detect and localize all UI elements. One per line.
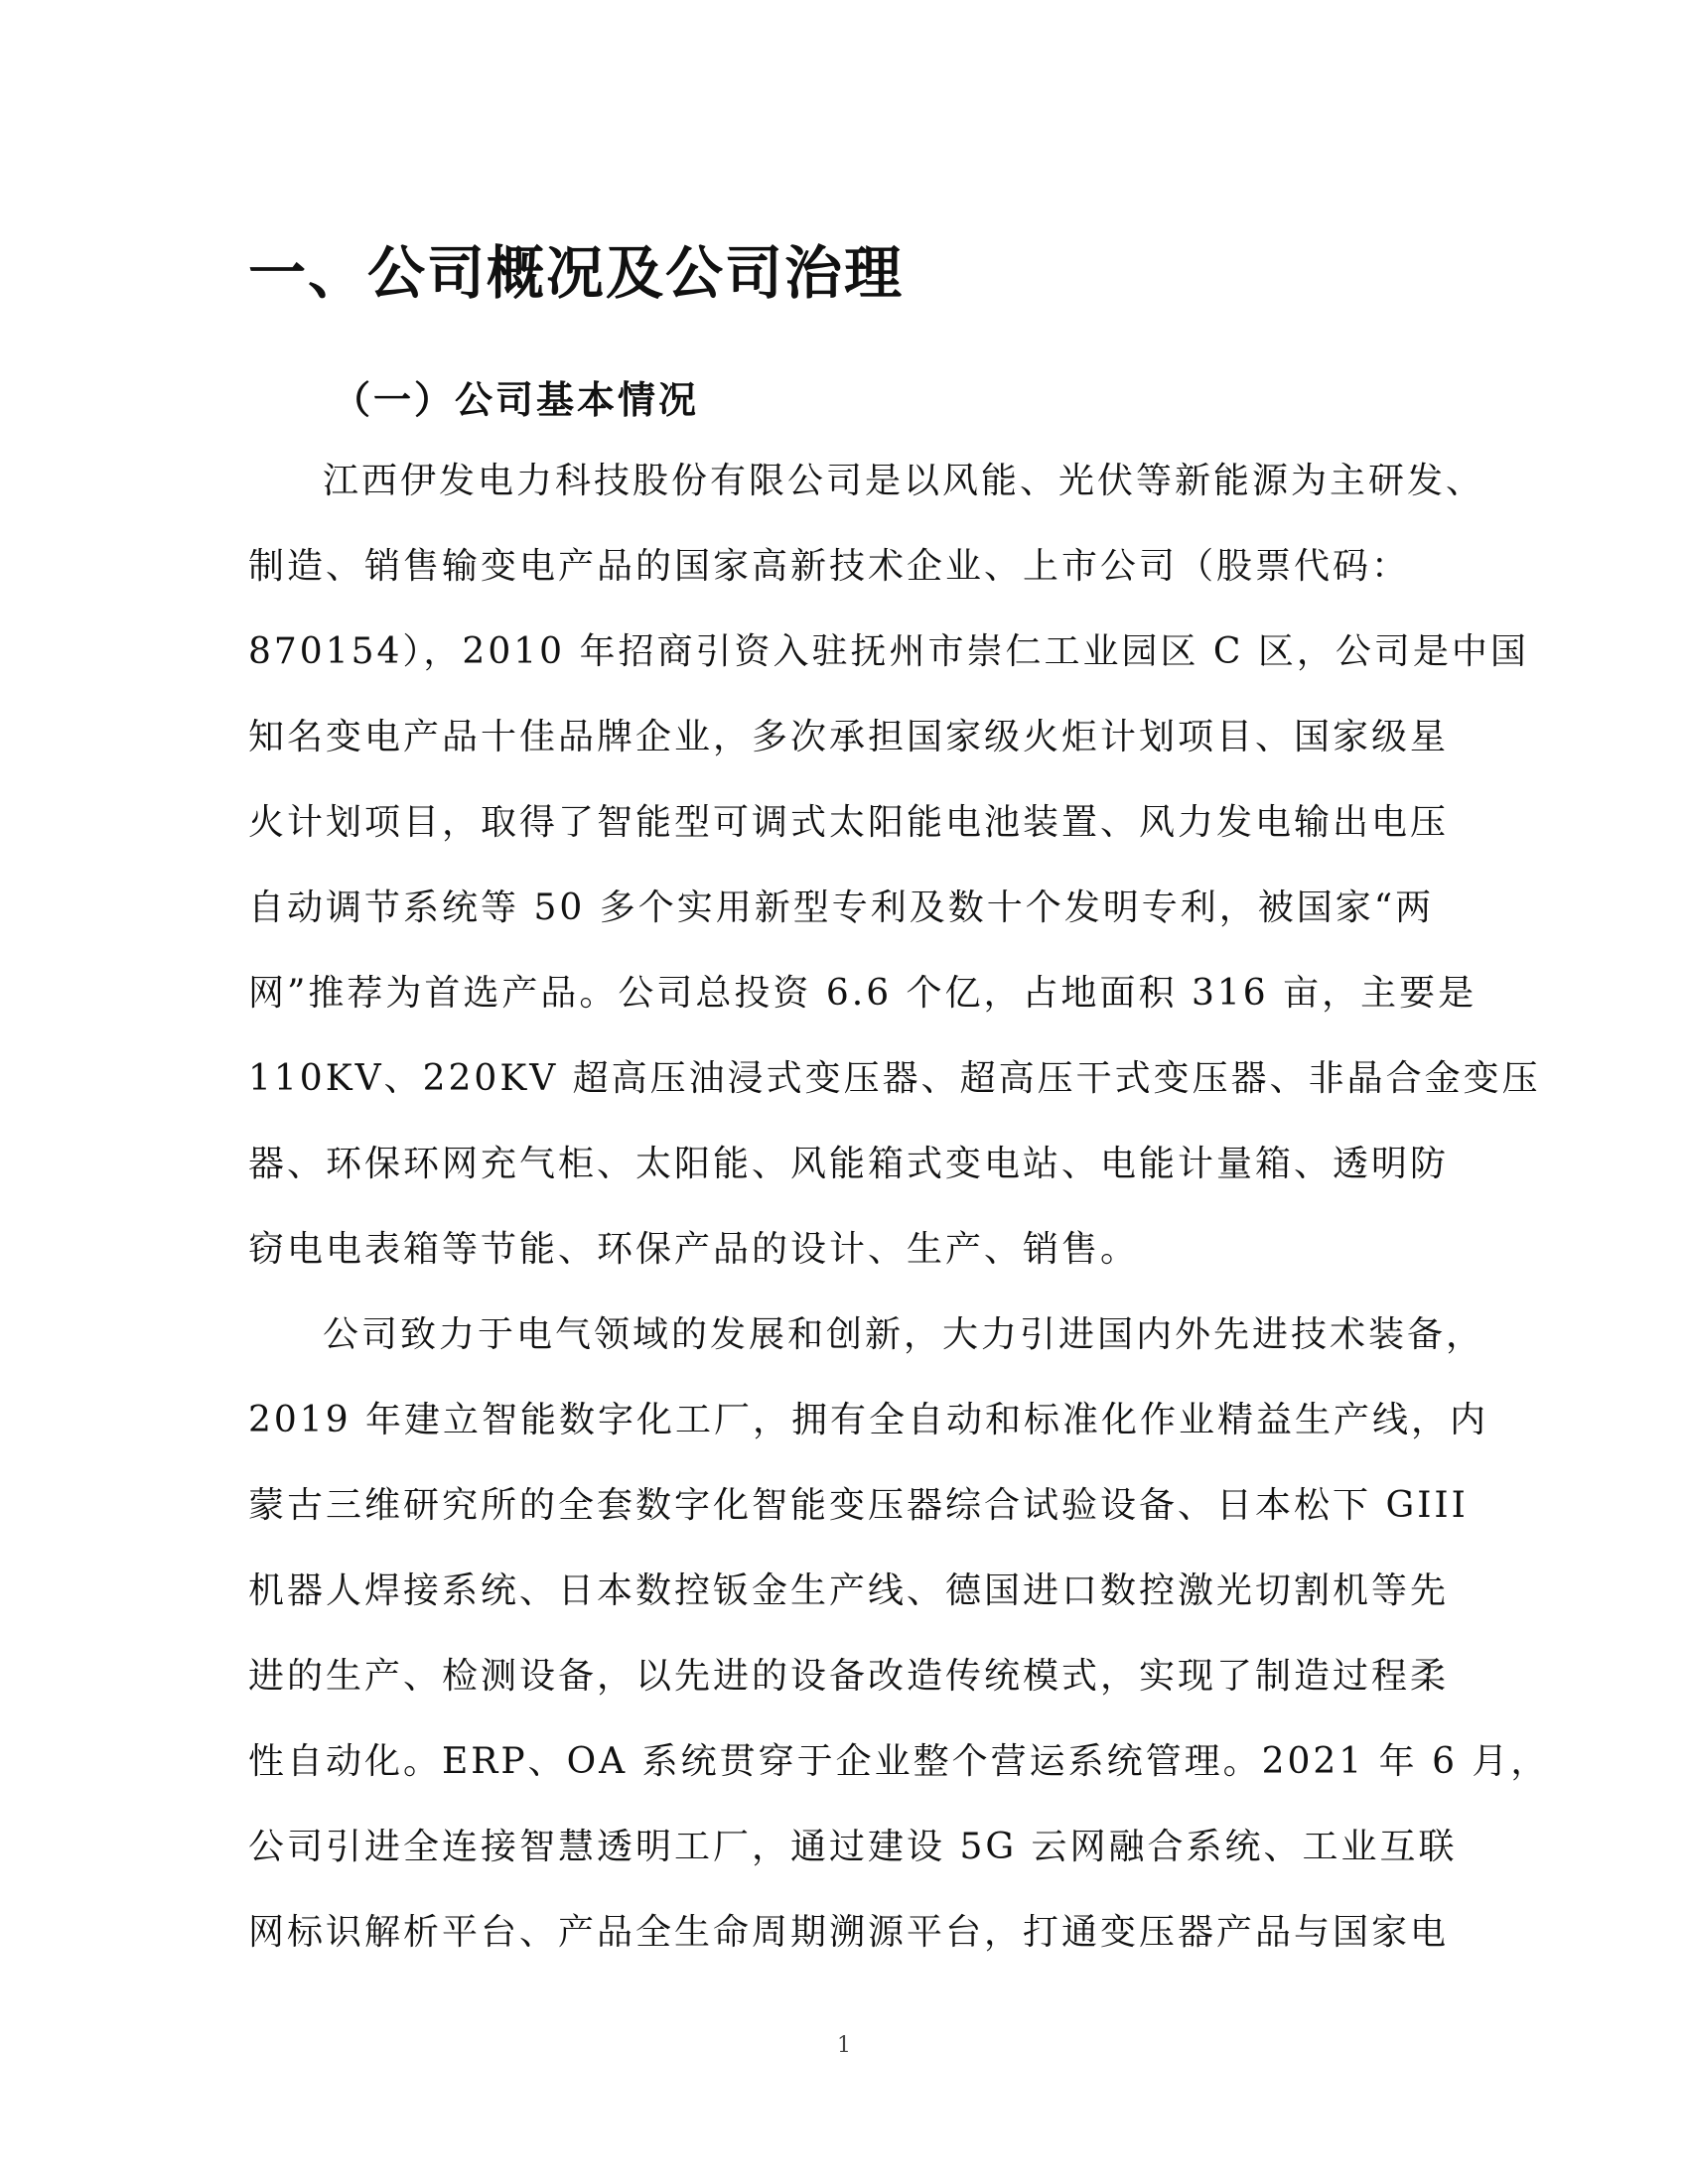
page-number: 1 <box>837 2033 851 2058</box>
paragraph-line: 江西伊发电力科技股份有限公司是以风能、光伏等新能源为主研发、 <box>323 461 1485 501</box>
paragraph-line: 知名变电产品十佳品牌企业，多次承担国家级火炬计划项目、国家级星 <box>248 717 1450 757</box>
section-title: 一、公司概况及公司治理 <box>248 239 905 307</box>
paragraph-line: 进的生产、检测设备，以先进的设备改造传统模式，实现了制造过程柔 <box>248 1656 1450 1697</box>
paragraph-line: 器、环保环网充气柜、太阳能、风能箱式变电站、电能计量箱、透明防 <box>248 1144 1450 1184</box>
paragraph-line: 机器人焊接系统、日本数控钣金生产线、德国进口数控激光切割机等先 <box>248 1570 1450 1611</box>
paragraph-line: 2019 年建立智能数字化工厂，拥有全自动和标准化作业精益生产线，内 <box>248 1400 1489 1440</box>
paragraph-line: 870154），2010 年招商引资入驻抚州市崇仁工业园区 C 区，公司是中国 <box>248 631 1529 672</box>
paragraph-line: 110KV、220KV 超高压油浸式变压器、超高压干式变压器、非晶合金变压 <box>248 1058 1541 1099</box>
paragraph-line: 窃电电表箱等节能、环保产品的设计、生产、销售。 <box>248 1229 1140 1270</box>
paragraph-company-innovation <box>248 1310 1550 1993</box>
paragraph-line: 制造、销售输变电产品的国家高新技术企业、上市公司（股票代码： <box>248 546 1411 587</box>
paragraph-line: 网标识解析平台、产品全生命周期溯源平台，打通变压器产品与国家电 <box>248 1912 1450 1953</box>
paragraph-line: 公司致力于电气领域的发展和创新，大力引进国内外先进技术装备， <box>323 1314 1485 1355</box>
subsection-title: （一）公司基本情况 <box>333 377 700 422</box>
paragraph-line: 自动调节系统等 50 多个实用新型专利及数十个发明专利，被国家“两 <box>248 887 1435 928</box>
paragraph-line: 网”推荐为首选产品。公司总投资 6.6 个亿，占地面积 316 亩，主要是 <box>248 973 1477 1014</box>
paragraph-company-overview <box>248 457 1541 1310</box>
paragraph-line: 性自动化。ERP、OA 系统贯穿于企业整个营运系统管理。2021 年 6 月， <box>248 1741 1550 1782</box>
paragraph-line: 公司引进全连接智慧透明工厂，通过建设 5G 云网融合系统、工业互联 <box>248 1827 1458 1867</box>
paragraph-line: 蒙古三维研究所的全套数字化智能变压器综合试验设备、日本松下 GIII <box>248 1485 1469 1526</box>
paragraph-line: 火计划项目，取得了智能型可调式太阳能电池装置、风力发电输出电压 <box>248 802 1450 843</box>
